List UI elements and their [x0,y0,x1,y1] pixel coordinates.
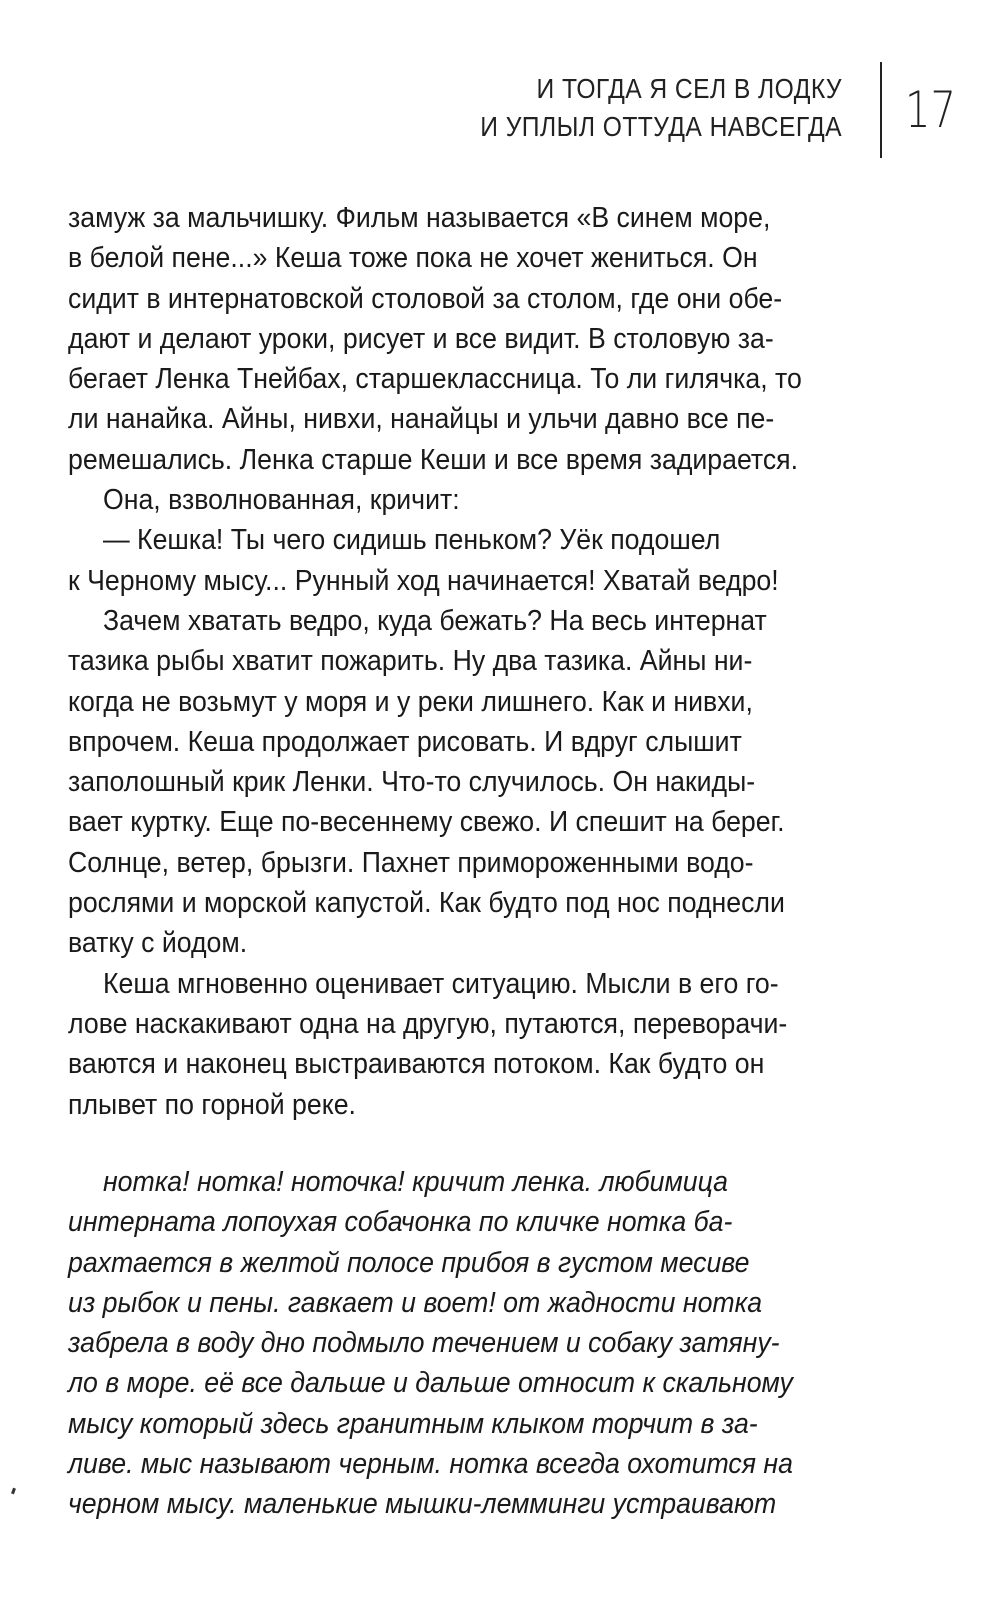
paragraph-4: Зачем хватать ведро, куда бежать? На весь интернат тазика рыбы хватит пожарить. Ну два тазика. Айны ни- когда не возьмут у моря и у реки лишнего. Как и нивхи, впрочем. Кеша продолжает рисовать. И вдруг слышит заполошный крик Ленки. Что-то случилось. Он накиды- вает куртку. Еще по-весеннему свежо. И спешит на берег. Солнце, ветер, брызги. Пахнет примороженными водо- рослями и морской капустой. Как будто под нос поднесли ватку с йодом. [68,604,785,960]
header-divider [880,62,882,158]
paragraph-5: Кеша мгновенно оценивает ситуацию. Мысли в его го- лове наскакивают одна на другую, путаются, переворачи- ваются и наконец выстраиваются потоком. Как будто он плывет по горной реке. [68,967,788,1121]
body-text [68,198,844,1125]
italic-passage-text: нотка! нотка! ноточка! кричит ленка. любимица интерната лопоухая собачонка по кличке нотка ба- рахтается в желтой полосе прибоя в густом месиве из рыбок и пены. гавкает и воет! от жадности нотка забрела в воду дно подмыло течением и собаку затяну- ло в море. её все дальше и дальше относит к скальному мысу который здесь гранитным клыком торчит в за- ливе. мыс называют черным. нотка всегда охотится на черном мысу. маленькие мышки-лемминги устраивают [68,1166,793,1521]
print-speck [11,1488,16,1495]
paragraph-2: Она, взволнованная, кричит: [102,484,460,517]
running-head-line-2: И УПЛЫЛ ОТТУДА НАВСЕГДА [480,111,842,142]
running-head-line-1: И ТОГДА Я СЕЛ В ЛОДКУ [536,73,842,104]
paragraph-3-dialogue: — Кешка! Ты чего сидишь пеньком? Уёк подошел к Черному мысу... Рунный ход начинается! Хватай ведро! [68,524,779,597]
running-head [0,70,842,146]
page-number: 17 [905,81,956,139]
italic-passage [68,1162,844,1525]
paragraph-1: замуж за мальчишку. Фильм называется «В синем море, в белой пене...» Кеша тоже пока не хочет жениться. Он сидит в интернатовской столовой за столом, где они обе- дают и делают уроки, рисует и все видит. В столовую за- бегает Ленка Тнейбах, старшеклассница. То ли гилячка, то ли нанайка. Айны, нивхи, нанайцы и ульчи давно все пе- ремешались. Ленка старше Кеши и все время задирается. [68,202,802,476]
